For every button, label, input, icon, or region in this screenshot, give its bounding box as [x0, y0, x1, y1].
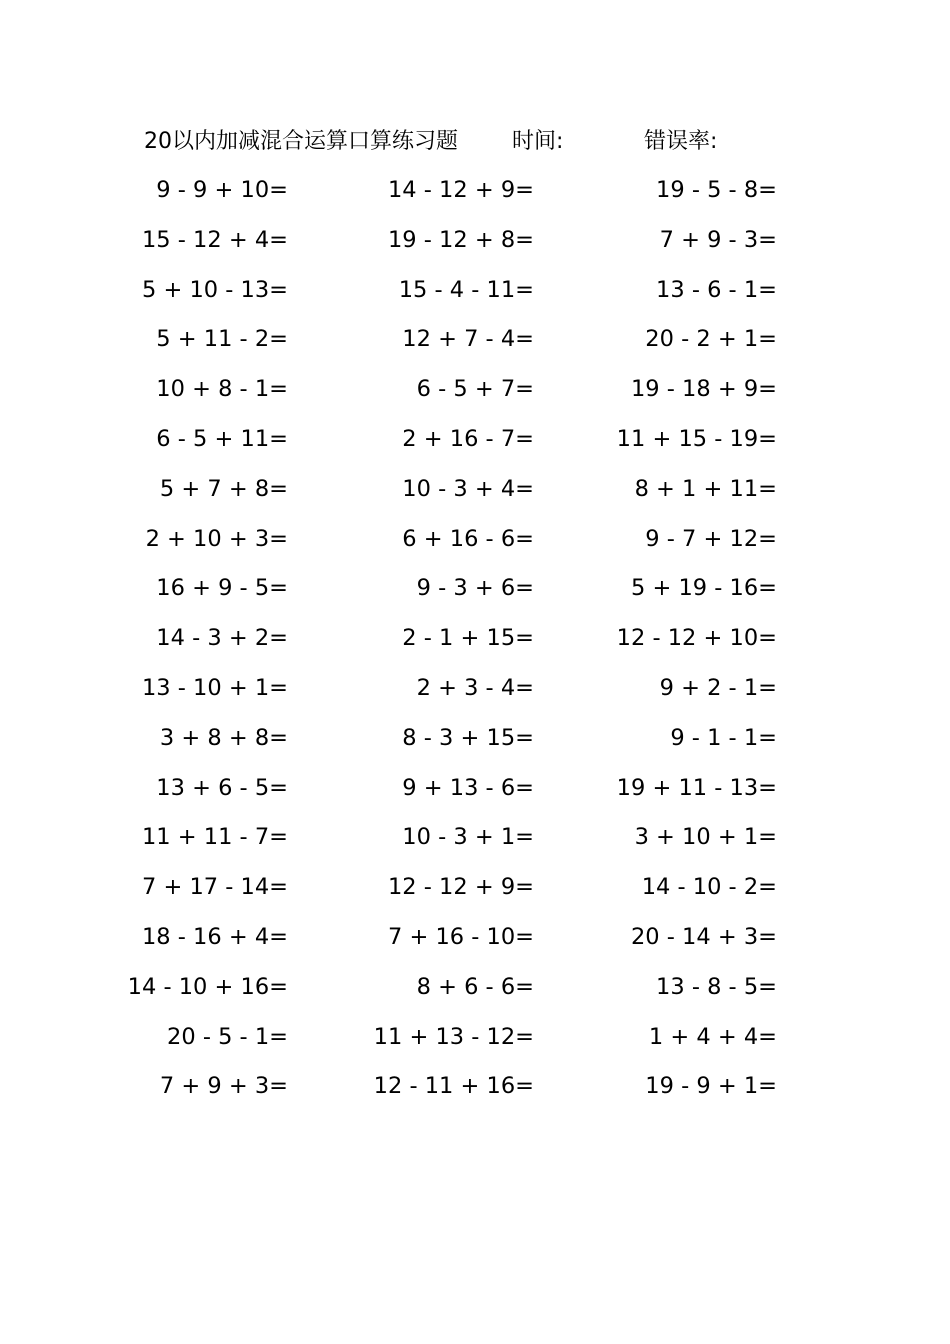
- math-problem: 19 + 11 - 13=: [616, 774, 777, 801]
- math-problem: 9 + 2 - 1=: [659, 674, 777, 701]
- math-problem: 10 + 8 - 1=: [156, 376, 288, 403]
- math-problem: 13 - 10 + 1=: [141, 674, 288, 701]
- math-problem: 14 - 3 + 2=: [156, 625, 288, 652]
- math-problem: 7 + 16 - 10=: [387, 923, 534, 950]
- math-problem: 19 - 18 + 9=: [630, 376, 777, 403]
- math-problem: 5 + 10 - 13=: [141, 276, 288, 303]
- problem-row: [0, 415, 950, 465]
- problem-row: [0, 913, 950, 963]
- math-problem: 7 + 17 - 14=: [141, 874, 288, 901]
- math-problem: 9 + 13 - 6=: [402, 774, 534, 801]
- math-problem: 9 - 1 - 1=: [670, 724, 777, 751]
- math-problem: 19 - 9 + 1=: [645, 1073, 777, 1100]
- math-problem: 1 + 4 + 4=: [648, 1023, 777, 1050]
- math-problem: 2 + 3 - 4=: [416, 674, 534, 701]
- error-rate-label: 错误率:: [644, 129, 718, 154]
- problem-row: [0, 714, 950, 764]
- math-problem: 13 - 8 - 5=: [656, 973, 777, 1000]
- math-problem: 14 - 10 + 16=: [127, 973, 288, 1000]
- problem-row: [0, 515, 950, 565]
- math-problem: 11 + 15 - 19=: [616, 425, 777, 452]
- math-problem: 10 - 3 + 1=: [402, 824, 534, 851]
- problem-row: [0, 1013, 950, 1063]
- problem-row: [0, 365, 950, 415]
- math-problem: 6 - 5 + 11=: [156, 425, 288, 452]
- math-problem: 6 - 5 + 7=: [416, 376, 534, 403]
- problem-row: [0, 764, 950, 814]
- problem-row: [0, 465, 950, 515]
- math-problem: 18 - 16 + 4=: [141, 923, 288, 950]
- math-problem: 13 - 6 - 1=: [656, 276, 777, 303]
- math-problem: 3 + 8 + 8=: [159, 724, 288, 751]
- problem-row: [0, 216, 950, 266]
- problem-row: [0, 963, 950, 1013]
- math-problem: 2 + 10 + 3=: [145, 525, 288, 552]
- problem-grid: [0, 166, 950, 1112]
- problem-row: [0, 614, 950, 664]
- math-problem: 14 - 12 + 9=: [387, 177, 534, 203]
- math-problem: 10 - 3 + 4=: [402, 475, 534, 502]
- problem-row: [0, 266, 950, 316]
- math-problem: 8 + 1 + 11=: [634, 475, 777, 502]
- math-problem: 13 + 6 - 5=: [156, 774, 288, 801]
- problem-row: [0, 564, 950, 614]
- math-problem: 14 - 10 - 2=: [641, 874, 777, 901]
- math-problem: 19 - 12 + 8=: [387, 226, 534, 253]
- math-problem: 12 + 7 - 4=: [402, 326, 534, 353]
- problem-row: [0, 166, 950, 216]
- problem-row: [0, 863, 950, 913]
- math-problem: 19 - 5 - 8=: [656, 177, 777, 203]
- math-problem: 2 - 1 + 15=: [402, 625, 534, 652]
- math-problem: 16 + 9 - 5=: [156, 575, 288, 602]
- math-problem: 11 + 11 - 7=: [141, 824, 288, 851]
- math-problem: 7 + 9 + 3=: [159, 1073, 288, 1100]
- math-problem: 3 + 10 + 1=: [634, 824, 777, 851]
- math-problem: 5 + 7 + 8=: [159, 475, 288, 502]
- math-problem: 9 - 9 + 10=: [156, 177, 288, 203]
- math-problem: 15 - 4 - 11=: [398, 276, 534, 303]
- math-problem: 20 - 5 - 1=: [167, 1023, 288, 1050]
- math-problem: 12 - 12 + 10=: [616, 625, 777, 652]
- math-problem: 9 - 7 + 12=: [645, 525, 777, 552]
- math-problem: 2 + 16 - 7=: [402, 425, 534, 452]
- math-problem: 5 + 11 - 2=: [156, 326, 288, 353]
- math-problem: 12 - 11 + 16=: [373, 1073, 534, 1100]
- math-problem: 8 - 3 + 15=: [402, 724, 534, 751]
- math-problem: 6 + 16 - 6=: [402, 525, 534, 552]
- math-problem: 15 - 12 + 4=: [141, 226, 288, 253]
- problem-row: [0, 813, 950, 863]
- problem-row: [0, 1062, 950, 1112]
- math-problem: 12 - 12 + 9=: [387, 874, 534, 901]
- math-problem: 8 + 6 - 6=: [416, 973, 534, 1000]
- worksheet-header: [144, 124, 784, 160]
- math-problem: 9 - 3 + 6=: [416, 575, 534, 602]
- math-problem: 5 + 19 - 16=: [630, 575, 777, 602]
- time-label: 时间:: [512, 129, 564, 154]
- math-problem: 7 + 9 - 3=: [659, 226, 777, 253]
- math-problem: 20 - 2 + 1=: [645, 326, 777, 353]
- problem-row: [0, 664, 950, 714]
- math-problem: 20 - 14 + 3=: [630, 923, 777, 950]
- problem-row: [0, 315, 950, 365]
- worksheet-title: 20以内加减混合运算口算练习题: [144, 129, 458, 154]
- math-problem: 11 + 13 - 12=: [373, 1023, 534, 1050]
